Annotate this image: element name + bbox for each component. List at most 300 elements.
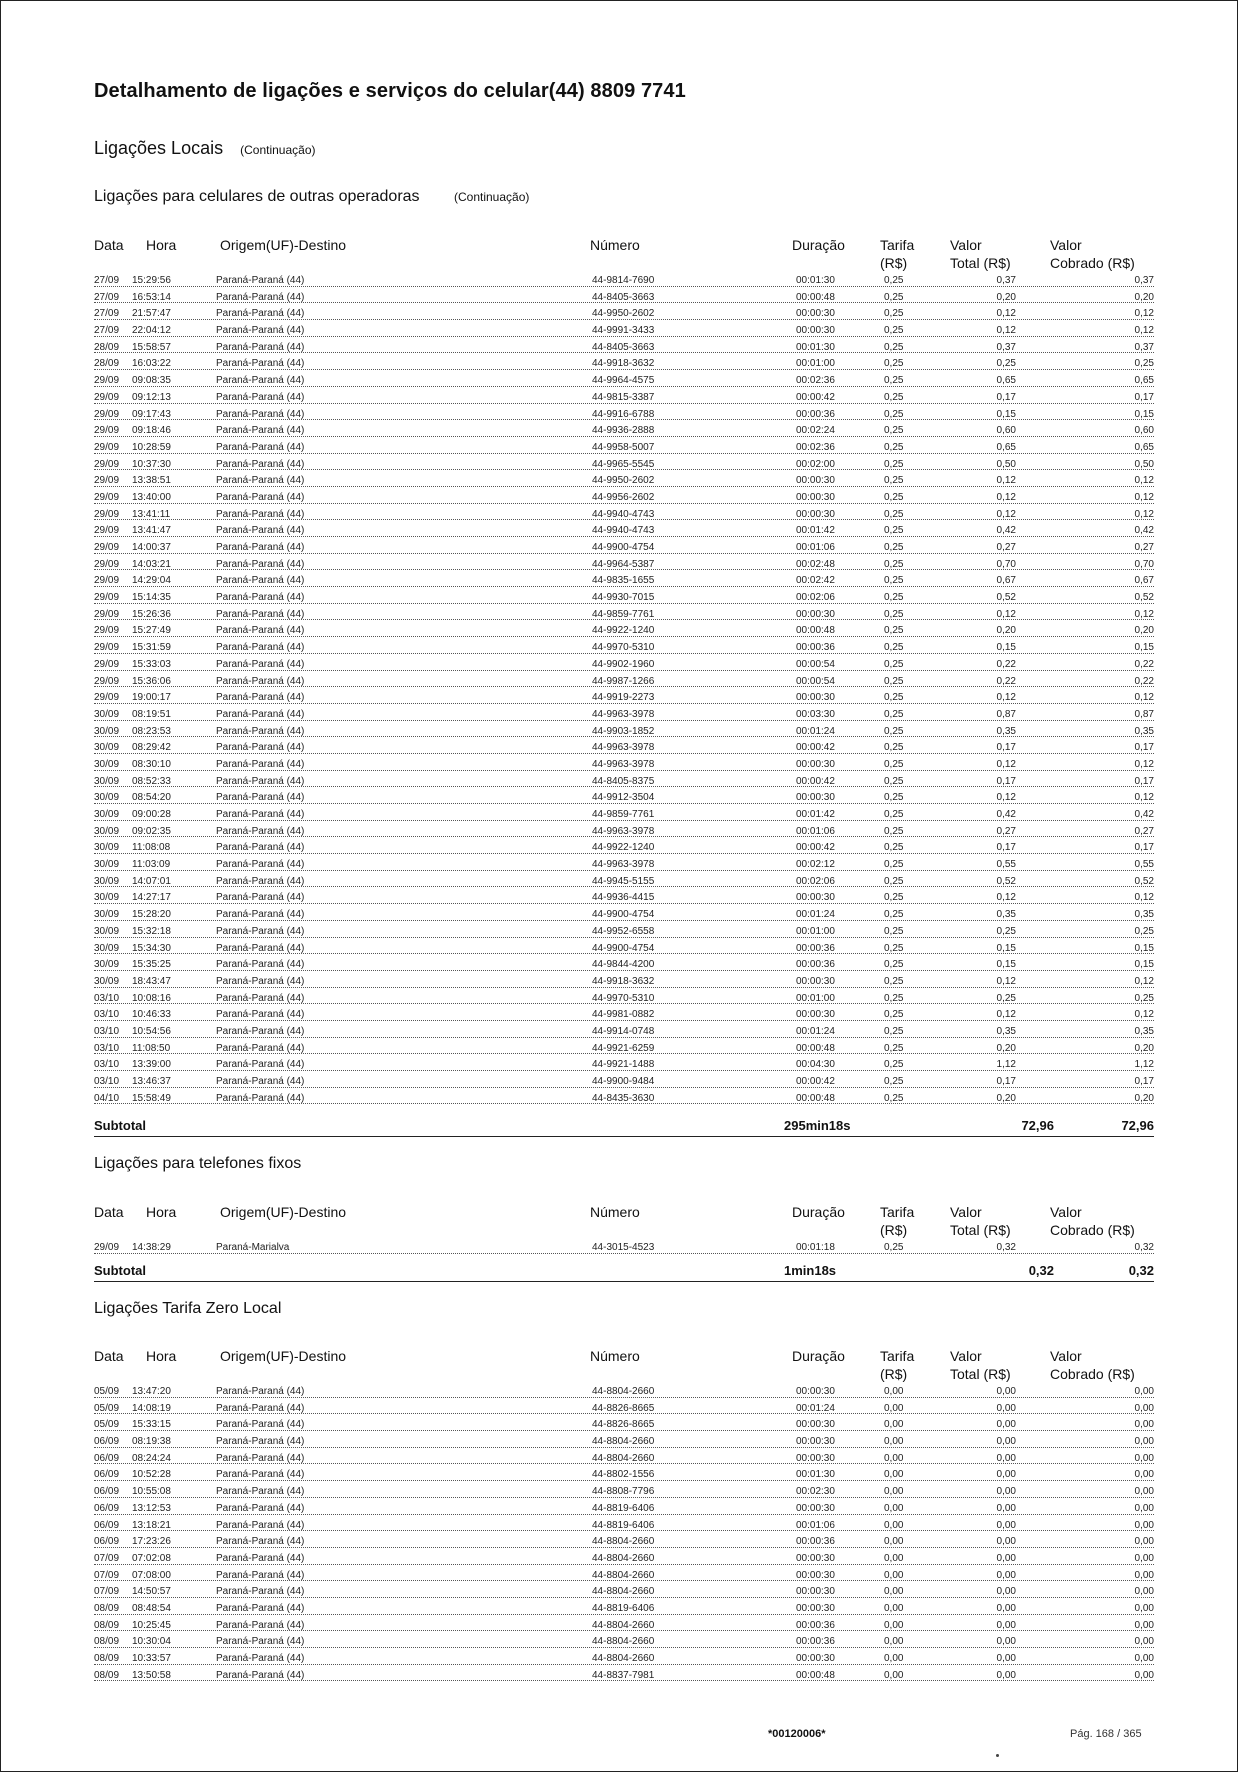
- table-row: [94, 774, 1154, 791]
- header-valor-cobrado-line: Cobrado (R$): [1050, 1366, 1135, 1382]
- cell-origem: Paraná-Paraná (44): [216, 757, 305, 774]
- cell-tarifa: 0,00: [884, 1634, 904, 1651]
- cell-tarifa: 0,25: [884, 590, 904, 607]
- cell-hora: 15:31:59: [132, 640, 172, 657]
- table-row: [94, 991, 1154, 1008]
- cell-valor-cobrado: 0,12: [1110, 323, 1155, 340]
- cell-origem: Paraná-Paraná (44): [216, 340, 305, 357]
- cell-duracao: 00:01:30: [796, 340, 836, 357]
- cell-hora: 13:40:00: [132, 490, 172, 507]
- cell-hora: 15:58:57: [132, 340, 172, 357]
- celulares-rows: [94, 273, 1154, 1107]
- cell-origem: Paraná-Paraná (44): [216, 840, 305, 857]
- cell-hora: 14:38:29: [132, 1240, 172, 1257]
- cell-hora: 09:17:43: [132, 407, 172, 424]
- cell-valor-cobrado: 0,35: [1110, 907, 1155, 924]
- cell-origem: Paraná-Paraná (44): [216, 890, 305, 907]
- subtotal-valor-total: 72,96: [1021, 1118, 1054, 1133]
- subtotal-duracao: 1min18s: [784, 1263, 837, 1278]
- cell-hora: 11:08:50: [132, 1041, 171, 1058]
- header-data: [94, 1203, 124, 1221]
- cell-origem: Paraná-Paraná (44): [216, 1074, 305, 1091]
- cell-valor-cobrado: 0,12: [1110, 790, 1155, 807]
- cell-valor-total: 0,12: [972, 306, 1017, 323]
- cell-valor-total: 0,12: [972, 757, 1017, 774]
- cell-duracao: 00:00:42: [796, 390, 836, 407]
- cell-origem: Paraná-Paraná (44): [216, 457, 305, 474]
- header-valor-cobrado: [1050, 1203, 1135, 1239]
- cell-numero: 44-9859-7761: [592, 807, 655, 824]
- cell-data: 29/09: [94, 373, 120, 390]
- cell-origem: Paraná-Paraná (44): [216, 1601, 305, 1618]
- cell-valor-total: 0,42: [972, 807, 1017, 824]
- cell-valor-total: 0,22: [972, 657, 1017, 674]
- cell-duracao: 00:01:00: [796, 991, 836, 1008]
- cell-tarifa: 0,25: [884, 740, 904, 757]
- cell-duracao: 00:02:06: [796, 874, 836, 891]
- cell-duracao: 00:00:42: [796, 840, 836, 857]
- cell-tarifa: 0,25: [884, 774, 904, 791]
- cell-numero: 44-9956-2602: [592, 490, 655, 507]
- cell-data: 08/09: [94, 1651, 120, 1668]
- cell-duracao: 00:02:36: [796, 373, 836, 390]
- cell-valor-cobrado: 0,22: [1110, 657, 1155, 674]
- table-row: [94, 1534, 1154, 1551]
- cell-duracao: 00:01:42: [796, 807, 836, 824]
- cell-valor-cobrado: 0,27: [1110, 824, 1155, 841]
- cell-data: 03/10: [94, 1074, 120, 1091]
- table-row: [94, 1384, 1154, 1401]
- cell-valor-total: 0,15: [972, 941, 1017, 958]
- cell-origem: Paraná-Paraná (44): [216, 807, 305, 824]
- cell-duracao: 00:00:36: [796, 640, 836, 657]
- table-row: [94, 707, 1154, 724]
- cell-numero: 44-9900-4754: [592, 907, 655, 924]
- cell-data: 06/09: [94, 1434, 120, 1451]
- cell-tarifa: 0,25: [884, 457, 904, 474]
- table-row: [94, 440, 1154, 457]
- cell-hora: 10:28:59: [132, 440, 172, 457]
- cell-valor-cobrado: 0,20: [1110, 290, 1155, 307]
- cell-tarifa: 0,25: [884, 1041, 904, 1058]
- cell-valor-cobrado: 0,00: [1110, 1534, 1155, 1551]
- scan-dot: [996, 1754, 999, 1757]
- cell-hora: 08:19:38: [132, 1434, 172, 1451]
- cell-valor-total: 0,12: [972, 974, 1017, 991]
- cell-origem: Paraná-Paraná (44): [216, 407, 305, 424]
- table-row: [94, 1568, 1154, 1585]
- cell-tarifa: 0,25: [884, 523, 904, 540]
- tarifa-zero-title: Ligações Tarifa Zero Local: [94, 1300, 282, 1317]
- cell-tarifa: 0,25: [884, 640, 904, 657]
- table-row: [94, 1057, 1154, 1074]
- cell-valor-total: 0,35: [972, 907, 1017, 924]
- cell-origem: Paraná-Paraná (44): [216, 1384, 305, 1401]
- cell-duracao: 00:01:42: [796, 523, 836, 540]
- table-row: [94, 623, 1154, 640]
- table-row: [94, 1024, 1154, 1041]
- cell-hora: 22:04:12: [132, 323, 172, 340]
- cell-numero: 44-8804-2660: [592, 1534, 655, 1551]
- header-origem-line: Origem(UF)-Destino: [220, 1348, 347, 1364]
- cell-valor-total: 0,55: [972, 857, 1017, 874]
- table-row: [94, 1651, 1154, 1668]
- cell-hora: 09:08:35: [132, 373, 172, 390]
- cell-valor-cobrado: 0,00: [1110, 1467, 1155, 1484]
- cell-valor-cobrado: 0,55: [1110, 857, 1155, 874]
- table-row: [94, 557, 1154, 574]
- cell-duracao: 00:00:30: [796, 890, 836, 907]
- table-row: [94, 724, 1154, 741]
- cell-valor-cobrado: 0,42: [1110, 807, 1155, 824]
- table-row: [94, 340, 1154, 357]
- header-duracao: [792, 1203, 845, 1221]
- cell-hora: 14:27:17: [132, 890, 172, 907]
- cell-tarifa: 0,25: [884, 1057, 904, 1074]
- cell-numero: 44-9981-0882: [592, 1007, 655, 1024]
- cell-numero: 44-8804-2660: [592, 1634, 655, 1651]
- cell-valor-cobrado: 0,17: [1110, 840, 1155, 857]
- cell-numero: 44-8804-2660: [592, 1618, 655, 1635]
- cell-origem: Paraná-Paraná (44): [216, 941, 305, 958]
- cell-data: 29/09: [94, 573, 120, 590]
- cell-hora: 13:46:37: [132, 1074, 172, 1091]
- cell-hora: 08:24:24: [132, 1451, 172, 1468]
- cell-numero: 44-9936-2888: [592, 423, 655, 440]
- header-hora: [146, 236, 176, 254]
- cell-data: 06/09: [94, 1518, 120, 1535]
- header-valor-total-line: Total (R$): [950, 255, 1011, 271]
- cell-valor-cobrado: 0,35: [1110, 1024, 1155, 1041]
- cell-valor-cobrado: 0,12: [1110, 690, 1155, 707]
- cell-origem: Paraná-Paraná (44): [216, 774, 305, 791]
- cell-origem: Paraná-Paraná (44): [216, 1007, 305, 1024]
- cell-hora: 15:33:03: [132, 657, 172, 674]
- cell-valor-total: 0,27: [972, 540, 1017, 557]
- cell-duracao: 00:00:30: [796, 306, 836, 323]
- cell-data: 05/09: [94, 1384, 120, 1401]
- table-row: [94, 1007, 1154, 1024]
- cell-tarifa: 0,25: [884, 991, 904, 1008]
- cell-origem: Paraná-Paraná (44): [216, 540, 305, 557]
- header-valor-cobrado: [1050, 1347, 1135, 1383]
- header-valor-cobrado-line: Cobrado (R$): [1050, 255, 1135, 271]
- cell-hora: 21:57:47: [132, 306, 172, 323]
- cell-duracao: 00:00:30: [796, 490, 836, 507]
- table-row: [94, 390, 1154, 407]
- cell-valor-cobrado: 0,12: [1110, 1007, 1155, 1024]
- cell-numero: 44-8804-2660: [592, 1551, 655, 1568]
- cell-numero: 44-9912-3504: [592, 790, 655, 807]
- cell-origem: Paraná-Paraná (44): [216, 590, 305, 607]
- cell-data: 29/09: [94, 623, 120, 640]
- cell-origem: Paraná-Paraná (44): [216, 490, 305, 507]
- cell-origem: Paraná-Paraná (44): [216, 740, 305, 757]
- celulares-title: [94, 188, 529, 206]
- cell-tarifa: 0,25: [884, 607, 904, 624]
- cell-tarifa: 0,25: [884, 974, 904, 991]
- cell-valor-total: 0,17: [972, 1074, 1017, 1091]
- tarifa-zero-rows: [94, 1384, 1154, 1684]
- cell-origem: Paraná-Paraná (44): [216, 273, 305, 290]
- cell-tarifa: 0,25: [884, 473, 904, 490]
- header-hora-line: Hora: [146, 1348, 177, 1364]
- cell-data: 30/09: [94, 941, 120, 958]
- cell-valor-total: 0,25: [972, 356, 1017, 373]
- cell-valor-cobrado: 0,52: [1110, 874, 1155, 891]
- header-numero-line: Número: [590, 1204, 640, 1220]
- cell-data: 29/09: [94, 507, 120, 524]
- cell-data: 29/09: [94, 457, 120, 474]
- header-valor-cobrado-line: Valor: [1050, 1348, 1082, 1364]
- cell-valor-total: 0,15: [972, 407, 1017, 424]
- cell-numero: 44-9902-1960: [592, 657, 655, 674]
- cell-data: 08/09: [94, 1601, 120, 1618]
- cell-duracao: 00:00:48: [796, 1091, 836, 1108]
- table-row: [94, 290, 1154, 307]
- cell-numero: 44-9965-5545: [592, 457, 655, 474]
- header-valor-total: [950, 236, 1011, 272]
- cell-valor-total: 0,12: [972, 607, 1017, 624]
- cell-tarifa: 0,25: [884, 824, 904, 841]
- cell-numero: 44-9945-5155: [592, 874, 655, 891]
- table-row: [94, 941, 1154, 958]
- cell-tarifa: 0,00: [884, 1651, 904, 1668]
- cell-origem: Paraná-Paraná (44): [216, 607, 305, 624]
- cell-valor-total: 0,00: [972, 1618, 1017, 1635]
- table-row: [94, 1484, 1154, 1501]
- cell-origem: Paraná-Paraná (44): [216, 1451, 305, 1468]
- cell-valor-cobrado: 0,12: [1110, 890, 1155, 907]
- cell-data: 30/09: [94, 740, 120, 757]
- cell-origem: Paraná-Paraná (44): [216, 657, 305, 674]
- cell-numero: 44-9940-4743: [592, 507, 655, 524]
- cell-valor-cobrado: 0,12: [1110, 306, 1155, 323]
- cell-valor-total: 0,65: [972, 373, 1017, 390]
- cell-hora: 10:55:08: [132, 1484, 172, 1501]
- cell-valor-cobrado: 0,35: [1110, 724, 1155, 741]
- cell-data: 30/09: [94, 707, 120, 724]
- cell-origem: Paraná-Paraná (44): [216, 1618, 305, 1635]
- table-row: [94, 523, 1154, 540]
- table-row: [94, 1518, 1154, 1535]
- cell-valor-total: 0,12: [972, 323, 1017, 340]
- cell-tarifa: 0,00: [884, 1668, 904, 1685]
- cell-tarifa: 0,25: [884, 623, 904, 640]
- cell-valor-total: 0,35: [972, 724, 1017, 741]
- header-hora-line: Hora: [146, 237, 177, 253]
- cell-origem: Paraná-Paraná (44): [216, 724, 305, 741]
- cell-numero: 44-9814-7690: [592, 273, 655, 290]
- cell-hora: 14:07:01: [132, 874, 172, 891]
- cell-duracao: 00:02:24: [796, 423, 836, 440]
- cell-hora: 15:33:15: [132, 1417, 172, 1434]
- header-data-line: Data: [94, 1348, 124, 1364]
- cell-numero: 44-9859-7761: [592, 607, 655, 624]
- cell-duracao: 00:00:30: [796, 757, 836, 774]
- cell-origem: Paraná-Paraná (44): [216, 557, 305, 574]
- cell-data: 03/10: [94, 1007, 120, 1024]
- cell-numero: 44-8405-3663: [592, 290, 655, 307]
- cell-duracao: 00:00:48: [796, 1668, 836, 1685]
- table-row: [94, 573, 1154, 590]
- header-duracao: [792, 236, 845, 254]
- header-origem-line: Origem(UF)-Destino: [220, 1204, 347, 1220]
- table-row: [94, 1417, 1154, 1434]
- cell-hora: 13:39:00: [132, 1057, 172, 1074]
- cell-hora: 10:54:56: [132, 1024, 172, 1041]
- header-valor-total-line: Valor: [950, 1204, 982, 1220]
- cell-valor-cobrado: 0,65: [1110, 373, 1155, 390]
- cell-duracao: 00:02:12: [796, 857, 836, 874]
- cell-valor-cobrado: 0,42: [1110, 523, 1155, 540]
- cell-numero: 44-9963-3978: [592, 757, 655, 774]
- cell-data: 29/09: [94, 473, 120, 490]
- header-data-line: Data: [94, 1204, 124, 1220]
- cell-valor-total: 0,20: [972, 290, 1017, 307]
- cell-hora: 13:18:21: [132, 1518, 172, 1535]
- cell-numero: 44-9963-3978: [592, 857, 655, 874]
- cell-duracao: 00:01:06: [796, 824, 836, 841]
- cell-data: 06/09: [94, 1534, 120, 1551]
- cell-tarifa: 0,25: [884, 840, 904, 857]
- cell-valor-cobrado: 0,50: [1110, 457, 1155, 474]
- table-row: [94, 857, 1154, 874]
- cell-numero: 44-9916-6788: [592, 407, 655, 424]
- cell-valor-cobrado: 0,00: [1110, 1501, 1155, 1518]
- cell-valor-total: 0,37: [972, 340, 1017, 357]
- cell-numero: 44-8819-6406: [592, 1601, 655, 1618]
- cell-data: 29/09: [94, 657, 120, 674]
- table-row: [94, 1584, 1154, 1601]
- cell-valor-total: 0,15: [972, 640, 1017, 657]
- cell-hora: 13:41:11: [132, 507, 171, 524]
- cell-tarifa: 0,25: [884, 790, 904, 807]
- header-numero: [590, 236, 640, 254]
- cell-tarifa: 0,25: [884, 757, 904, 774]
- header-hora: [146, 1203, 176, 1221]
- table-row: [94, 1041, 1154, 1058]
- cell-valor-cobrado: 0,25: [1110, 991, 1155, 1008]
- cell-valor-cobrado: 0,17: [1110, 740, 1155, 757]
- cell-hora: 10:08:16: [132, 991, 172, 1008]
- cell-origem: Paraná-Paraná (44): [216, 1417, 305, 1434]
- cell-numero: 44-8804-2660: [592, 1651, 655, 1668]
- cell-valor-total: 0,22: [972, 674, 1017, 691]
- cell-hora: 09:00:28: [132, 807, 172, 824]
- cell-data: 03/10: [94, 1057, 120, 1074]
- cell-data: 07/09: [94, 1551, 120, 1568]
- cell-numero: 44-9914-0748: [592, 1024, 655, 1041]
- cell-origem: Paraná-Paraná (44): [216, 957, 305, 974]
- cell-numero: 44-8405-3663: [592, 340, 655, 357]
- cell-tarifa: 0,25: [884, 440, 904, 457]
- cell-tarifa: 0,25: [884, 707, 904, 724]
- cell-valor-total: 0,12: [972, 890, 1017, 907]
- table-row: [94, 790, 1154, 807]
- cell-duracao: 00:00:30: [796, 1601, 836, 1618]
- table-row: [94, 657, 1154, 674]
- cell-numero: 44-3015-4523: [592, 1240, 655, 1257]
- cell-duracao: 00:01:24: [796, 724, 836, 741]
- cell-data: 28/09: [94, 340, 120, 357]
- table-row: [94, 1401, 1154, 1418]
- cell-duracao: 00:01:00: [796, 356, 836, 373]
- cell-valor-cobrado: 0,65: [1110, 440, 1155, 457]
- cell-data: 30/09: [94, 774, 120, 791]
- cell-numero: 44-9844-4200: [592, 957, 655, 974]
- cell-origem: Paraná-Paraná (44): [216, 356, 305, 373]
- cell-data: 30/09: [94, 807, 120, 824]
- header-numero-line: Número: [590, 237, 640, 253]
- cell-tarifa: 0,25: [884, 807, 904, 824]
- table-row: [94, 924, 1154, 941]
- cell-numero: 44-8804-2660: [592, 1451, 655, 1468]
- cell-duracao: 00:00:36: [796, 941, 836, 958]
- cell-tarifa: 0,25: [884, 356, 904, 373]
- cell-numero: 44-9964-4575: [592, 373, 655, 390]
- header-tarifa: [880, 1347, 914, 1383]
- cell-hora: 16:03:22: [132, 356, 172, 373]
- cell-numero: 44-9958-5007: [592, 440, 655, 457]
- cell-hora: 15:35:25: [132, 957, 172, 974]
- cell-numero: 44-8819-6406: [592, 1518, 655, 1535]
- cell-duracao: 00:00:48: [796, 1041, 836, 1058]
- cell-tarifa: 0,25: [884, 407, 904, 424]
- header-data-line: Data: [94, 237, 124, 253]
- table-row: [94, 507, 1154, 524]
- cell-valor-cobrado: 0,12: [1110, 490, 1155, 507]
- section-title-text: Ligações Locais: [94, 138, 224, 158]
- cell-data: 08/09: [94, 1618, 120, 1635]
- table-row: [94, 1668, 1154, 1685]
- cell-numero: 44-9900-4754: [592, 941, 655, 958]
- cell-hora: 10:25:45: [132, 1618, 172, 1635]
- cell-tarifa: 0,25: [884, 890, 904, 907]
- cell-valor-cobrado: 0,20: [1110, 1091, 1155, 1108]
- cell-valor-cobrado: 0,00: [1110, 1634, 1155, 1651]
- cell-tarifa: 0,25: [884, 273, 904, 290]
- header-duracao-line: Duração: [792, 1348, 845, 1364]
- cell-tarifa: 0,25: [884, 957, 904, 974]
- cell-origem: Paraná-Paraná (44): [216, 1584, 305, 1601]
- header-data: [94, 1347, 124, 1365]
- cell-data: 08/09: [94, 1634, 120, 1651]
- cell-valor-total: 0,17: [972, 740, 1017, 757]
- cell-numero: 44-8804-2660: [592, 1434, 655, 1451]
- cell-tarifa: 0,25: [884, 1091, 904, 1108]
- cell-duracao: 00:00:48: [796, 290, 836, 307]
- header-duracao: [792, 1347, 845, 1365]
- cell-duracao: 00:04:30: [796, 1057, 836, 1074]
- cell-data: 30/09: [94, 924, 120, 941]
- cell-data: 03/10: [94, 1041, 120, 1058]
- header-valor-cobrado-line: Valor: [1050, 237, 1082, 253]
- cell-origem: Paraná-Paraná (44): [216, 1668, 305, 1685]
- table-row: [94, 1451, 1154, 1468]
- cell-valor-total: 0,65: [972, 440, 1017, 457]
- header-valor-total: [950, 1347, 1011, 1383]
- cell-tarifa: 0,00: [884, 1534, 904, 1551]
- cell-hora: 09:18:46: [132, 423, 172, 440]
- cell-duracao: 00:00:30: [796, 974, 836, 991]
- cell-hora: 13:50:58: [132, 1668, 172, 1685]
- cell-origem: Paraná-Paraná (44): [216, 1434, 305, 1451]
- cell-data: 05/09: [94, 1401, 120, 1418]
- cell-valor-cobrado: 0,00: [1110, 1417, 1155, 1434]
- cell-tarifa: 0,25: [884, 1007, 904, 1024]
- header-origem: [220, 1203, 346, 1221]
